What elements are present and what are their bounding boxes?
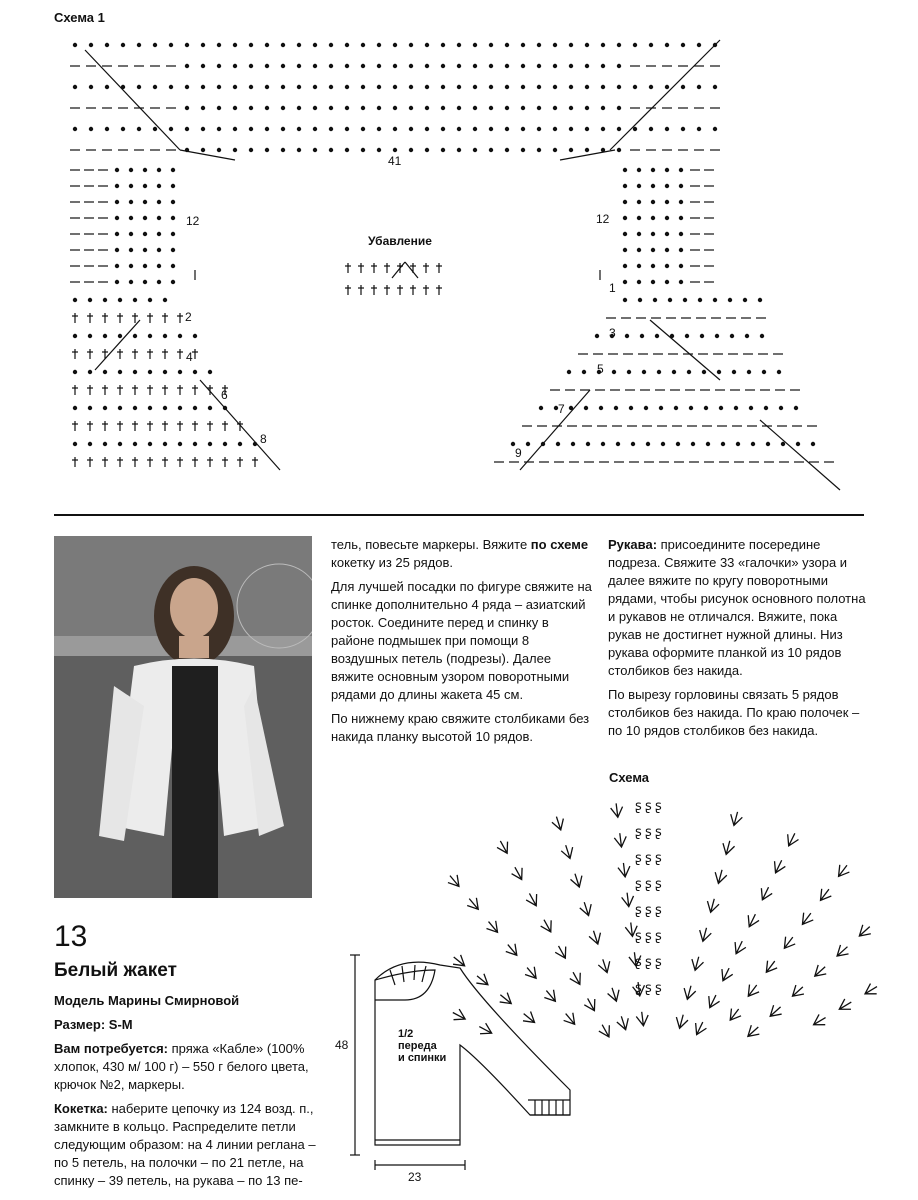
svg-text:ʂ: ʂ [655,981,662,996]
svg-text:ʂ: ʂ [645,929,652,944]
svg-text:ʂ: ʂ [645,825,652,840]
svg-text:ʂ: ʂ [635,929,642,944]
piece-fraction: 1/2 [398,1028,414,1040]
svg-text:ʂ: ʂ [655,825,662,840]
decrease-title: Убавление [368,234,432,248]
right-p2: По вырезу горловины связать 5 рядов столбиков без накида. По краю полочек – по 10 рядов столбиков без накида. [608,687,860,738]
need-label: Вам потребуется: [54,1041,168,1056]
svg-text:ʂ: ʂ [635,903,642,918]
model-title: Белый жакет [54,960,177,981]
svg-text:ʂ: ʂ [655,877,662,892]
piece-word-back: и спинки [398,1052,447,1064]
model-author: Модель Марины Смирновой [54,993,240,1008]
pattern-label-48: 48 [335,1038,349,1052]
schema1-label-12-left: 12 [186,214,200,228]
model-meta [54,992,316,1190]
svg-text:ʂ: ʂ [635,955,642,970]
svg-text:ʂ: ʂ [655,955,662,970]
svg-text:ʂ: ʂ [635,877,642,892]
model-number: 13 [54,920,88,953]
svg-text:ʂ: ʂ [655,851,662,866]
pattern-piece-label [398,1028,446,1064]
middle-p1-end: кокетку из 25 рядов. [331,555,453,570]
svg-text:ʂ: ʂ [645,877,652,892]
svg-text:ʂ: ʂ [635,851,642,866]
model-photo [54,536,312,898]
svg-text:ʂ: ʂ [645,955,652,970]
svg-text:ʂ: ʂ [655,799,662,814]
row-num-8: 8 [260,432,267,446]
need-text: пряжа «Кабле» (100% хлопок, 430 м/ 100 г) – 550 г белого цвета, крючок №2, маркеры. [54,1041,309,1092]
svg-text:ʂ: ʂ [645,903,652,918]
middle-p2: Для лучшей посадки по фигуре свяжите на спинке дополнительно 4 ряда – азиатский росток. Соедините перед и спинку в районе подмышек при помощи 8 воздушных петель (подрезы). Далее вяжите основным узором поворотными рядами до длины жакета 45 см. [331,579,592,702]
schema1-title: Схема 1 [54,10,105,25]
svg-text:ʂ: ʂ [635,825,642,840]
svg-text:ʂ: ʂ [635,981,642,996]
sleeves-text: присоедините посередине подреза. Свяжите 33 «галочки» узора и далее вяжите по кругу поворотными рядами, чтобы рисунок основного полотна и рукавов не отличался. Вяжите, пока рукав не достигнет нужной длины. Низ рукава оформите планкой из 10 рядов столбиков без накида. [608,537,866,678]
row-num-7: 7 [558,402,565,416]
row-num-2: 2 [185,310,192,324]
sleeves-label: Рукава: [608,537,658,552]
row-num-1: 1 [609,281,616,295]
row-num-5: 5 [597,362,604,376]
svg-text:ʂ: ʂ [645,799,652,814]
row-num-6: 6 [221,388,228,402]
piece-word-front: переда [398,1040,437,1052]
schema1-label-12-right: 12 [596,212,610,226]
middle-text-column [331,536,593,752]
schema1-diagram [0,0,918,510]
size-label: Размер: [54,1017,106,1032]
svg-text:ʂ: ʂ [655,903,662,918]
schema1-label-41: 41 [388,154,402,168]
svg-text:ʂ: ʂ [655,929,662,944]
row-num-4: 4 [186,350,193,364]
section-divider [54,514,864,516]
row-num-9: 9 [515,446,522,460]
svg-text:ʂ: ʂ [645,981,652,996]
pattern-label-23: 23 [408,1170,422,1184]
svg-text:ʂ: ʂ [635,799,642,814]
pattern-piece-diagram [330,940,590,1190]
yoke-text: наберите цепочку из 124 возд. п., замкните в кольцо. Распределите петли следующим образом: на 4 линии реглана – по 5 петель, на полочки – по 21 петле, на спинку – 39 петель, на рукава – по 13 пе- [54,1101,316,1188]
yoke-label: Кокетка: [54,1101,108,1116]
middle-p3: По нижнему краю свяжите столбиками без накида планку высотой 10 рядов. [331,711,590,744]
middle-p1-text: тель, повесьте маркеры. Вяжите [331,537,531,552]
svg-text:ʂ: ʂ [645,851,652,866]
size-value: S-M [105,1017,133,1032]
row-num-3: 3 [609,326,616,340]
schema2-title: Схема [609,770,650,785]
right-text-column [608,536,870,746]
middle-p1-bold: по схеме [530,537,589,552]
